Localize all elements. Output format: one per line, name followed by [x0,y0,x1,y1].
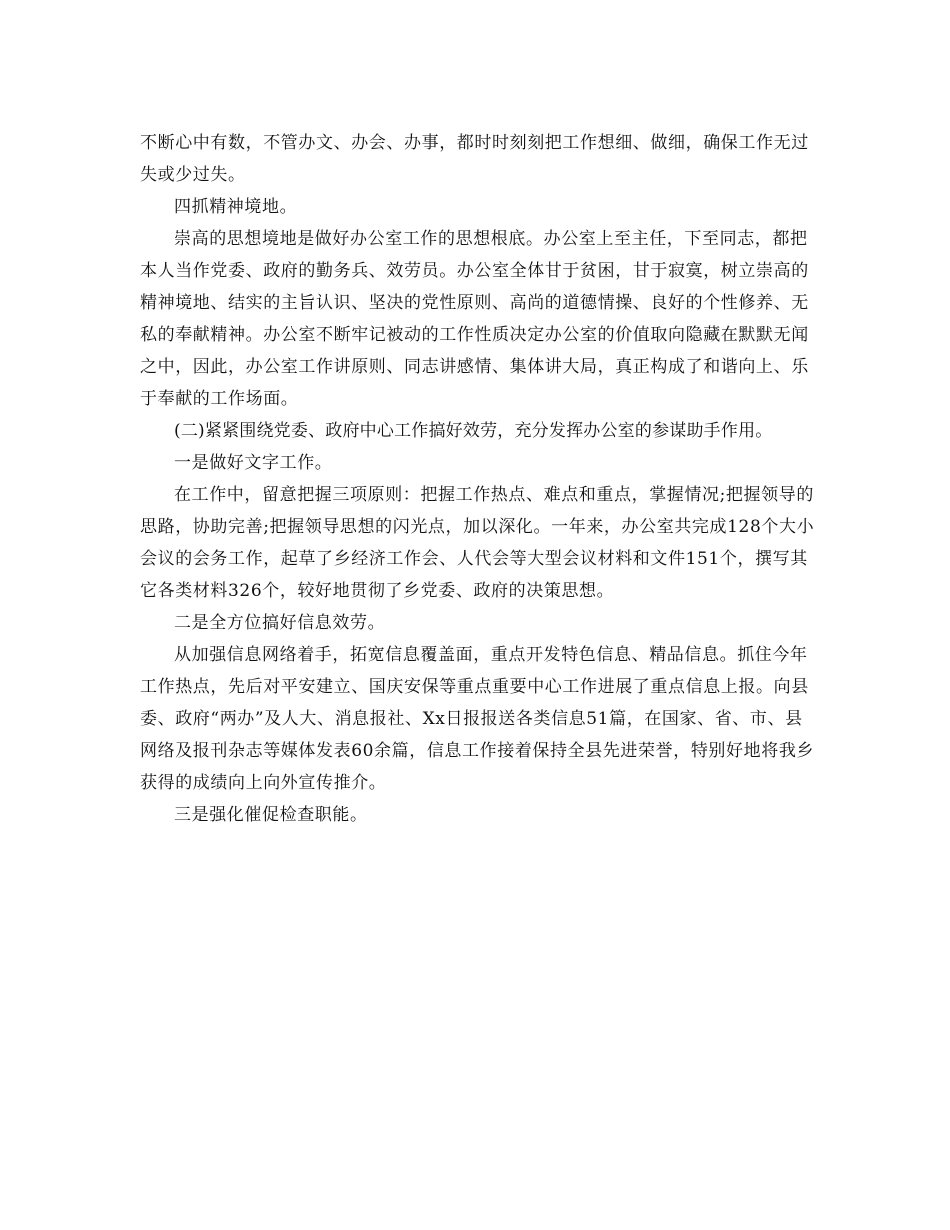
paragraph-information-service: 从加强信息网络着手，拓宽信息覆盖面，重点开发特色信息、精品信息。抓住今年工作热点，先后对平安建立、国庆安保等重点重要中心工作进展了重点信息上报。向县委、政府“两办”及人大、消息报社、Xx日报报送各类信息51篇，在国家、省、市、县网络及报刊杂志等媒体发表60余篇，信息工作接着保持全县先进荣誉，特别好地将我乡获得的成绩向上向外宣传推介。 [140,645,815,793]
paragraph-continuation: 不断心中有数，不管办文、办会、办事，都时时刻刻把工作想细、做细，确保工作无过失或少过失。 [140,133,809,185]
heading-supervision: 三是强化催促检查职能。 [174,805,368,825]
paragraph-text-work: 在工作中，留意把握三项原则：把握工作热点、难点和重点，掌握情况;把握领导的思路，协助完善;把握领导思想的闪光点，加以深化。一年来，办公室共完成128个大小会议的会务工作，起草了乡经济工作会、人代会等大型会议材料和文件151个，撰写其它各类材料326个，较好地贯彻了乡党委、政府的决策思想。 [140,485,815,601]
paragraph-spirit-realm: 崇高的思想境地是做好办公室工作的思想根底。办公室上至主任，下至同志，都把本人当作党委、政府的勤务兵、效劳员。办公室全体甘于贫困，甘于寂寞，树立崇高的精神境地、结实的主旨认识、坚决的党性原则、高尚的道德情操、良好的个性修养、无私的奉献精神。办公室不断牢记被动的工作性质决定办公室的价值取向隐藏在默默无闻之中，因此，办公室工作讲原则、同志讲感情、集体讲大局，真正构成了和谐向上、乐于奉献的工作场面。 [140,229,809,409]
heading-information-service: 二是全方位搞好信息效劳。 [174,613,386,633]
heading-spirit-realm: 四抓精神境地。 [174,197,298,217]
document-body [140,127,820,831]
heading-text-work: 一是做好文字工作。 [174,453,333,473]
section-heading-two: (二)紧紧围绕党委、政府中心工作搞好效劳，充分发挥办公室的参谋助手作用。 [174,421,773,441]
